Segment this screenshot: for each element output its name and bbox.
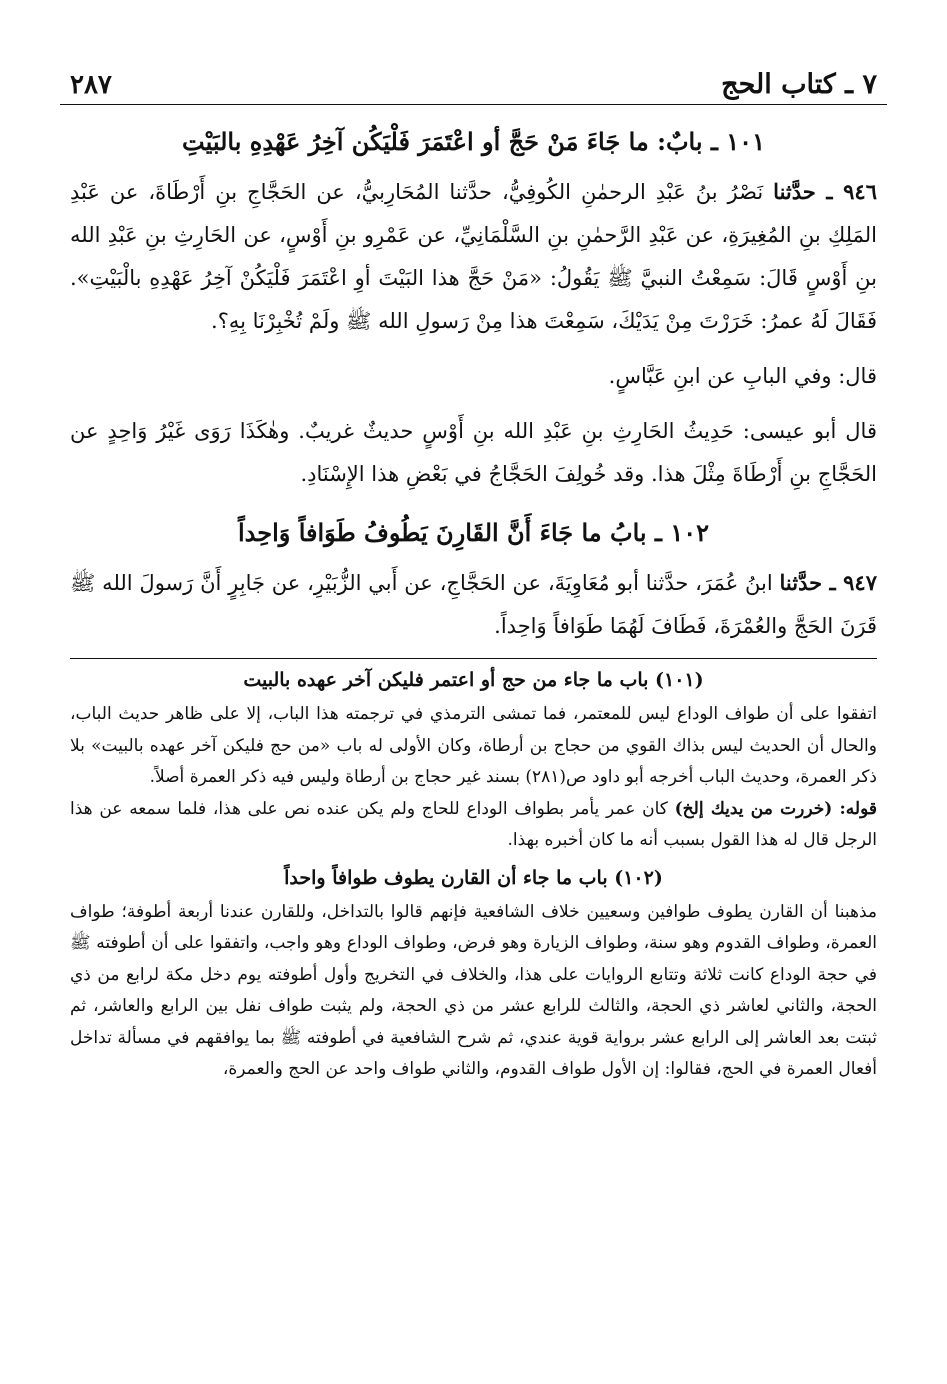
spacer (70, 398, 877, 410)
sharh-101-title: (١٠١) باب ما جاء من حج أو اعتمر فليكن آخر عهده بالبيت (243, 669, 704, 691)
bab-note: قال: وفي البابِ عن ابنِ عَبَّاسٍ. (608, 364, 877, 388)
bab-102-title: ١٠٢ ـ بابُ ما جَاءَ أَنَّ القَارِنَ يَطُوفُ طَوَافاً وَاحِداً (238, 518, 709, 547)
hadith-947-text: ابنُ عُمَرَ، حدَّثنا أبو مُعَاوِيَةَ، عن الحَجَّاجِ، عن أَبي الزُّبَيْرِ، عن جَابِرٍ أَنَّ رَسولَ الله ﷺ قَرَنَ الحَجَّ والعُمْرَةَ، فَطَافَ لَهُمَا طَوَافاً وَاحِداً. (70, 571, 877, 638)
sharh-102-title: (١٠٢) باب ما جاء أن القارن يطوف طوافاً واحداً (284, 866, 663, 889)
commentary-divider (70, 658, 877, 659)
hadith-946-text: نَصْرُ بنُ عَبْدِ الرحمٰنِ الكُوفِيُّ، حدَّثنا المُحَارِبيُّ، عن الحَجَّاجِ بنِ أَرْطَاةَ، عن عَبْدِ المَلِكِ بنِ المُغِيرَةِ، عن عَبْدِ الرَّحمٰنِ بنِ السَّلْمَانِيِّ، عن عَمْرِو بنِ أَوْسٍ، عن الحَارِثِ بنِ عَبْدِ الله بنِ أَوْسٍ قَالَ: سَمِعْتُ النبيَّ ﷺ يَقُولُ: «مَنْ حَجَّ هذا البَيْتَ أوِ اعْتَمَرَ فَلْيَكُنْ آخِرُ عَهْدِهِ بالْبَيْتِ». فَقَالَ لَهُ عمرُ: خَرَرْتَ مِنْ يَدَيْكَ، سَمِعْتَ هذا مِنْ رَسولِ الله ﷺ ولَمْ تُخْبِرْنَا بِهِ؟. (70, 180, 877, 333)
chapter-heading: ٧ ـ كتاب الحج (721, 69, 877, 100)
page-number: ٢٨٧ (70, 70, 112, 100)
sharh-101-para-2 (70, 794, 877, 857)
sharh-102-para: مذهبنا أن القارن يطوف طوافين وسعيين خلاف الشافعية فإنهم قالوا بالتداخل، وللقارن عندنا أربعة أطوفة؛ طواف العمرة، وطواف القدوم وهو سنة، وطواف الزيارة وهو فرض، وطواف الوداع وهو واجب، واتفقوا على أن أطوفته ﷺ في حجة الوداع كانت ثلاثة وتتابع الروايات على هذا، والخلاف في التخريج وأول أطوفته يوم دخل مكة لرابع من ذي الحجة، والثاني لعاشر ذي الحجة، والثالث للرابع عشر من ذي الحجة، ولم يثبت طواف نفل بين الرابع والعاشر، ثم ثبتت بعد العاشر إلى الرابع عشر برواية قوية عندي، ثم شرح الشافعية في أطوفته ﷺ بما يوافقهم في مسألة تداخل أفعال العمرة في الحج، فقالوا: إن الأول طواف القدوم، والثاني طواف واحد عن الحج والعمرة، (70, 901, 877, 1079)
book-page (70, 56, 877, 1364)
hadith-946-lead: ٩٤٦ ـ حدَّثنا (773, 179, 877, 204)
sharh-101-para-1: اتفقوا على أن طواف الوداع ليس للمعتمر، فما تمشى الترمذي في ترجمته هذا الباب، إلا على ظاهر حديث الباب، والحال أن الحديث ليس بذاك القوي من حجاج بن أرطاة، وكان الأولى له باب «من حج فليكن آخر عهده بالبيت» بلا ذكر العمرة، وحديث الباب أخرجه أبو داود ص(٢٨١) بسند غير حجاج بن أرطاة وليس فيه ذكر العمرة أصلاً. (70, 704, 877, 787)
hadith-947-lead: ٩٤٧ ـ حدَّثنا (779, 570, 877, 595)
spacer (70, 343, 877, 355)
hadith-946 (70, 170, 877, 343)
abu-isa-comment: قال أبو عيسى: حَدِيثُ الحَارِثِ بنِ عَبْدِ الله بنِ أَوْسٍ حديثٌ غريبٌ. وهٰكَذَا رَوَى غَيْرُ وَاحِدٍ عن الحَجَّاجِ بنِ أَرْطَاةَ مِثْلَ هذا. وقد خُولِفَ الحَجَّاجُ في بَعْضِ هذا الإِسْنَادِ. (70, 419, 877, 486)
running-header (60, 56, 887, 105)
bab-101-title: ١٠١ ـ بابٌ: ما جَاءَ مَنْ حَجَّ أو اعْتَمَرَ فَلْيَكُن آخِرُ عَهْدِهِ بالبَيْتِ (182, 127, 765, 156)
sharh-101-quote: قوله: (خررت من يديك إلخ) (674, 798, 877, 819)
hadith-947 (70, 561, 877, 648)
sharh-101-para-2-text: كان عمر يأمر بطواف الوداع للحاج ولم يكن عنده نص على هذا، فلما سمعه عن هذا الرجل قال له هذا القول بسبب أنه ما كان أخبره بهذا. (70, 798, 877, 850)
